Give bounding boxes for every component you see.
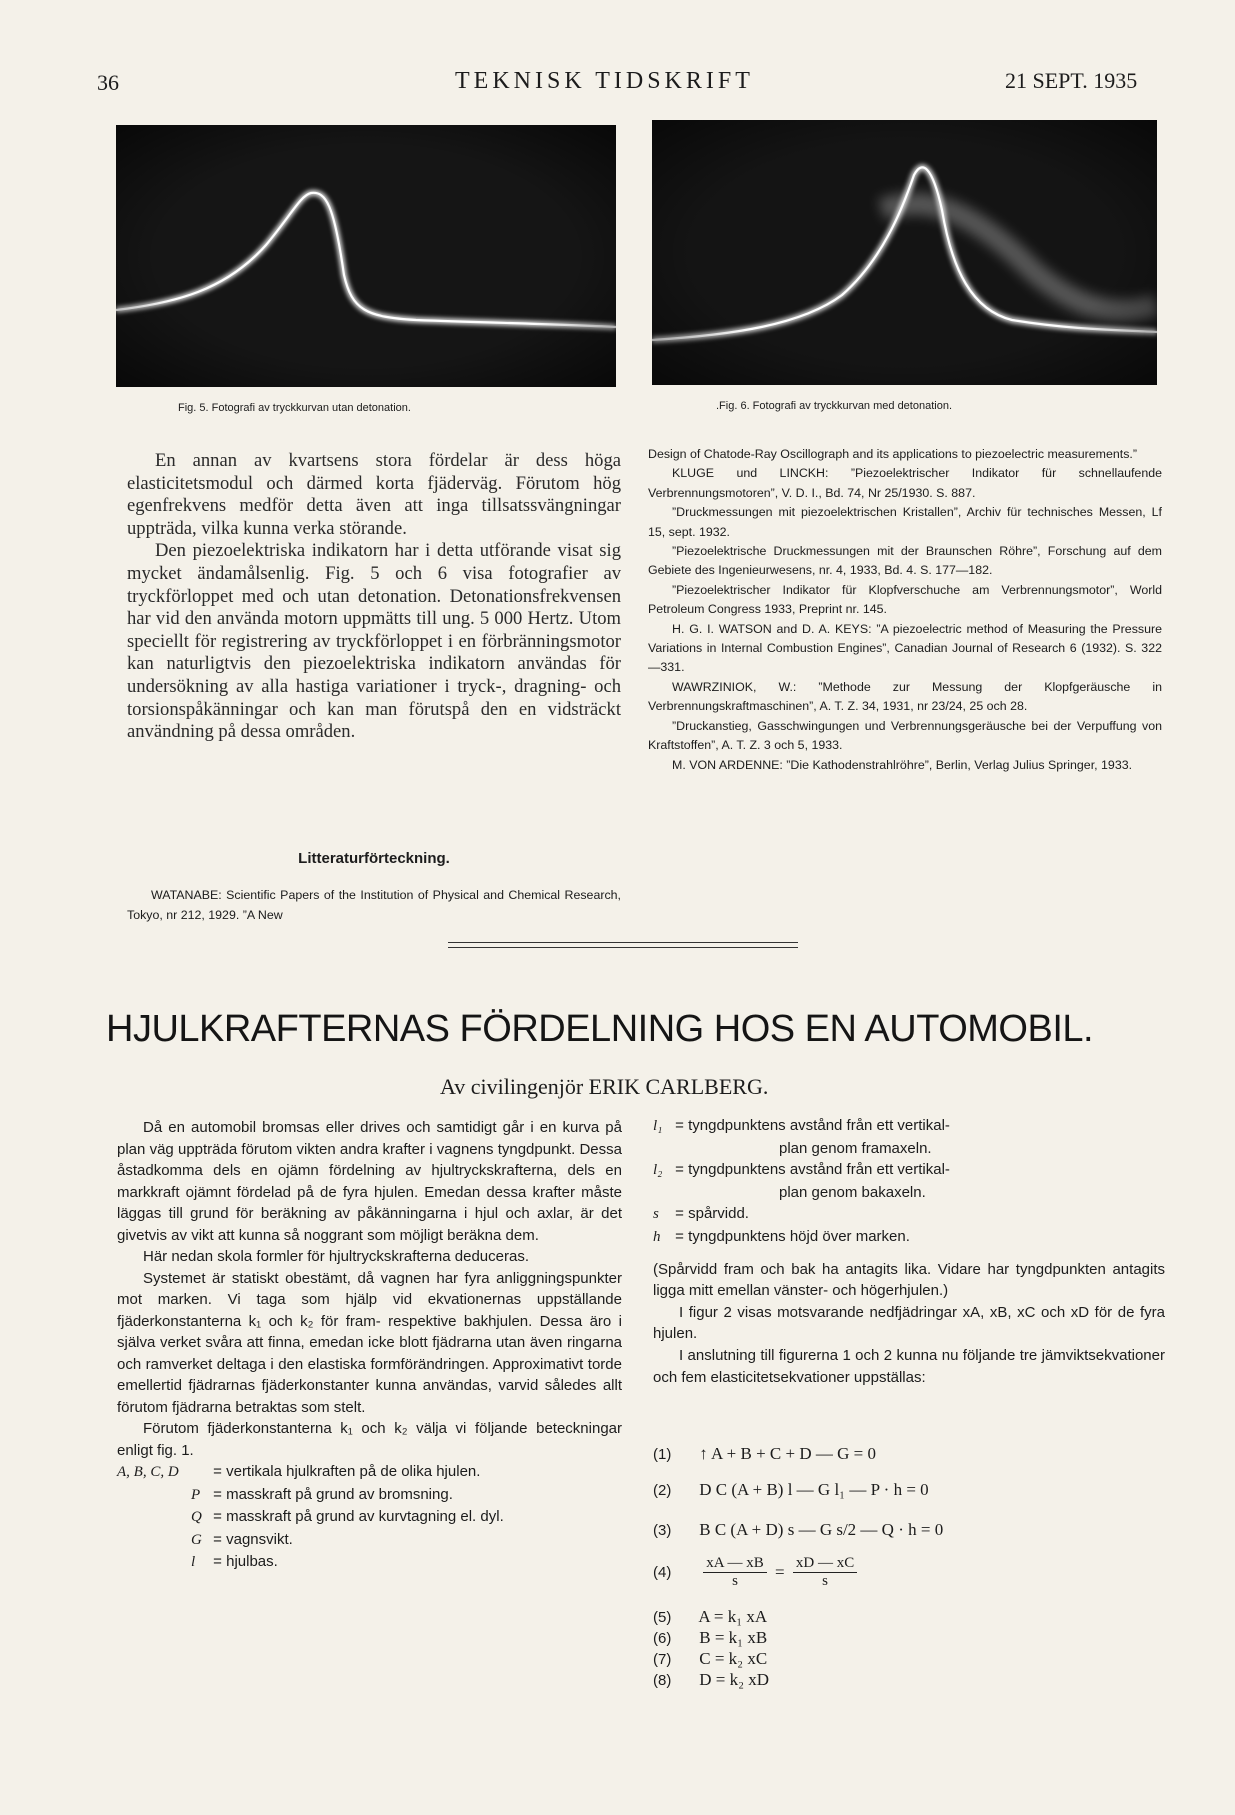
reference-item: ”Piezoelektrischer Indikator für Klopfverschuche am Verbrennungsmotor”, World Petroleum Congress 1933, Preprint nr. 145. bbox=[648, 582, 1162, 617]
notation-item bbox=[653, 1115, 1165, 1138]
fraction-numerator: xA — xB bbox=[703, 1555, 767, 1573]
paragraph: I figur 2 visas motsvarande nedfjädringar xA, xB, xC och xD för de fyra hjulen. bbox=[653, 1303, 1165, 1343]
reference-item: WATANABE: Scientific Papers of the Institution of Physical and Chemical Research, Tokyo, nr 212, 1929. ”A New bbox=[127, 888, 621, 922]
notation-symbol: G bbox=[191, 1531, 202, 1548]
notation-text: = hjulbas. bbox=[213, 1553, 278, 1570]
equation-number: (4) bbox=[653, 1564, 672, 1581]
notation-symbol: l bbox=[191, 1554, 196, 1570]
notation-symbol: l₁ bbox=[653, 1118, 663, 1134]
article-left-column bbox=[117, 1117, 622, 1574]
references-right bbox=[648, 445, 1162, 775]
paragraph: Förutom fjäderkonstanterna k₁ och k₂ välja vi följande beteckningar enligt fig. 1. bbox=[117, 1420, 622, 1459]
figure-6-photo bbox=[652, 120, 1157, 385]
notation-item bbox=[117, 1484, 622, 1507]
equation-expression: A = k₁ xA bbox=[698, 1607, 768, 1626]
notation-text: = spårvidd. bbox=[675, 1205, 749, 1223]
notation-item bbox=[117, 1461, 622, 1484]
equation-number: (2) bbox=[653, 1482, 672, 1499]
equation-number: (7) bbox=[653, 1651, 672, 1668]
notation-continuation: plan genom bakaxeln. bbox=[779, 1183, 926, 1201]
fraction-numerator: xD — xC bbox=[793, 1555, 857, 1573]
reference-item: ”Piezoelektrische Druckmessungen mit der Braunschen Röhre”, Forschung auf dem Gebiete des Ingenieurwesens, nr. 4, 1933, Bd. 4. S. 177—182. bbox=[648, 544, 1162, 578]
upper-body-text bbox=[127, 450, 621, 744]
notation-symbol: l₂ bbox=[653, 1162, 663, 1179]
notation-item bbox=[117, 1506, 622, 1529]
issue-date: 21 SEPT. 1935 bbox=[1005, 68, 1138, 93]
notation-text: = masskraft på grund av kurvtagning el. dyl. bbox=[213, 1508, 504, 1525]
equation-6 bbox=[653, 1628, 767, 1648]
reference-item: WAWRZINIOK, W.: ”Methode zur Messung der Klopfgeräusche in Verbrennungskraftmaschinen”, A. T. Z. 34, 1931, nr 23/24, 25 och 28. bbox=[648, 679, 1162, 714]
equation-1 bbox=[653, 1444, 876, 1464]
references-left bbox=[127, 885, 621, 925]
notation-text: = masskraft på grund av bromsning. bbox=[213, 1485, 453, 1503]
equals-sign: = bbox=[775, 1562, 785, 1582]
notation-item bbox=[117, 1551, 622, 1574]
notation-item bbox=[653, 1159, 1165, 1182]
notation-symbol: A, B, C, D bbox=[117, 1464, 179, 1480]
paragraph: Här nedan skola formler för hjultryckskrafterna deduceras. bbox=[143, 1248, 530, 1265]
notation-list bbox=[117, 1461, 622, 1574]
article-title: HJULKRAFTERNAS FÖRDELNING HOS EN AUTOMOBIL. bbox=[106, 1008, 1094, 1050]
paragraph: I anslutning till figurerna 1 och 2 kunna nu följande tre jämviktsekvationer och fem elasticitetsekvationer uppställas: bbox=[653, 1346, 1165, 1386]
notation-symbol: P bbox=[191, 1486, 201, 1503]
equation-4 bbox=[653, 1555, 861, 1590]
equation-expression: C = k₂ xC bbox=[699, 1649, 768, 1668]
equation-expression: D = k₂ xD bbox=[699, 1670, 770, 1689]
fraction-denominator: s bbox=[732, 1573, 738, 1589]
notation-symbol: Q bbox=[191, 1509, 202, 1525]
equation-number: (3) bbox=[653, 1522, 672, 1539]
notation-item bbox=[653, 1226, 1165, 1249]
equation-number: (5) bbox=[653, 1609, 672, 1626]
paragraph: Den piezoelektriska indikatorn har i detta utförande visat sig mycket ändamålsenlig. Fig. 5 och 6 visa fotografier av tryckförloppet med och utan detonation. Detonationsfrekvensen har vid den använda motorn uppmätts till ung. 5 000 Hertz. Utom speciellt för registrering av tryckförloppet i en förbränningsmotor kan naturligtvis den piezoelektriska indikatorn användas för undersökning av alla hastiga variationer i tryck-, dragning- och torsionspåkänningar och kan man förutspå den en vidsträckt användning på dessa områden. bbox=[127, 540, 621, 743]
article-right-column bbox=[653, 1115, 1165, 1388]
notation-text: = vagnsvikt. bbox=[213, 1530, 293, 1548]
figure-5-caption: Fig. 5. Fotografi av tryckkurvan utan detonation. bbox=[178, 402, 411, 414]
notation-text: = tyngdpunktens avstånd från ett vertikal- bbox=[675, 1117, 950, 1134]
reference-item: Design of Chatode-Ray Oscillograph and its applications to piezoelectric measurements.” bbox=[648, 447, 1137, 461]
literature-heading: Litteraturförteckning. bbox=[298, 850, 450, 867]
paragraph: (Spårvidd fram och bak ha antagits lika. Vidare har tyngdpunkten antagits ligga mitt emellan vänster- och högerhjulen.) bbox=[653, 1260, 1165, 1300]
fraction bbox=[793, 1555, 857, 1590]
notation-item bbox=[653, 1203, 1165, 1226]
section-divider bbox=[448, 942, 798, 943]
notation-text: = tyngdpunktens höjd över marken. bbox=[675, 1227, 910, 1245]
figure-6-caption: .Fig. 6. Fotografi av tryckkurvan med detonation. bbox=[716, 400, 953, 412]
reference-item: H. G. I. WATSON and D. A. KEYS: ”A piezoelectric method of Measuring the Pressure Variations in Internal Combustion Engines”, Canadian Journal of Research 6 (1932). S. 322 —331. bbox=[648, 621, 1162, 675]
notation-symbol: h bbox=[653, 1228, 661, 1245]
notation-item bbox=[117, 1529, 622, 1552]
equation-expression: D C (A + B) l — G l₁ — P · h = 0 bbox=[699, 1480, 929, 1499]
fraction-denominator: s bbox=[822, 1573, 828, 1589]
equation-7 bbox=[653, 1649, 767, 1669]
equation-number: (6) bbox=[653, 1630, 672, 1647]
journal-title: TEKNISK TIDSKRIFT bbox=[455, 68, 754, 94]
notation-text: = tyngdpunktens avstånd från ett vertikal- bbox=[675, 1161, 950, 1179]
notation-text: = vertikala hjulkraften på de olika hjulen. bbox=[213, 1463, 481, 1480]
equation-5 bbox=[653, 1607, 767, 1627]
page-number: 36 bbox=[97, 70, 119, 95]
fraction bbox=[703, 1555, 767, 1590]
notation-continuation: plan genom framaxeln. bbox=[779, 1139, 932, 1157]
equation-number: (1) bbox=[653, 1446, 672, 1463]
paragraph: Då en automobil bromsas eller drives och samtidigt går i en kurva på plan väg uppträda förutom vikten andra krafter i vagnens tyngdpunkt. Dessa åstadkomma dels en ojämn fördelning av hjultryckskrafterna, dels en markkraft ojämnt fördelad på de fyra hjulen. Emedan dessa krafter måste läggas till grund för beräkning av påkänningarna i hjul och axlar, är det givetvis av vikt att kunna så noggrant som möjligt beräkna dem. bbox=[117, 1119, 622, 1244]
reference-item: ”Druckanstieg, Gasschwingungen und Verbrennungsgeräusche bei der Verpuffung von Kraftstoffen”, A. T. Z. 3 och 5, 1933. bbox=[648, 718, 1162, 753]
figure-5-photo bbox=[116, 125, 616, 387]
reference-item: ”Druckmessungen mit piezoelektrischen Kristallen”, Archiv für technisches Messen, Lf 15, sept. 1932. bbox=[648, 505, 1162, 539]
equation-number: (8) bbox=[653, 1672, 672, 1689]
equation-expression: B C (A + D) s — G s/2 — Q · h = 0 bbox=[699, 1520, 944, 1539]
notation-symbol: s bbox=[653, 1206, 659, 1223]
reference-item: M. VON ARDENNE: ”Die Kathodenstrahlröhre”, Berlin, Verlag Julius Springer, 1933. bbox=[672, 757, 1133, 772]
equation-expression: B = k₁ xB bbox=[699, 1628, 768, 1647]
reference-item: KLUGE und LINCKH: ”Piezoelektrischer Indikator für schnellaufende Verbrennungsmotoren”, V. D. I., Bd. 74, Nr 25/1930. S. 887. bbox=[648, 466, 1162, 500]
paragraph: En annan av kvartsens stora fördelar är dess höga elasticitetsmodul och därmed korta fjäderväg. Förutom hög egenfrekvens medför detta även att inga tillsatssvängningar uppträda, vilka kunna verka störande. bbox=[127, 450, 621, 539]
equation-3 bbox=[653, 1520, 943, 1540]
paragraph: Systemet är statiskt obestämt, då vagnen har fyra anliggningspunkter mot marken. Vi taga som hjälp vid ekvationernas uppställande fjäderkonstanterna k₁ och k₂ för fram- respektive bakhjulen. Dessa äro i själva verket svåra att finna, emedan icke blott fjädrarna utan även ringarna och ramverket deltaga i den elastiska formförändringen. Approximativt torde emellertid fjädrarnas fjäderkonstanter kunna användas, varvid således allt förutom fjädrarna betraktas som stelt. bbox=[117, 1269, 622, 1416]
equation-8 bbox=[653, 1670, 769, 1690]
equation-expression: ↑ A + B + C + D — G = 0 bbox=[699, 1444, 876, 1463]
section-divider bbox=[448, 947, 798, 948]
equation-2 bbox=[653, 1480, 929, 1500]
article-byline: Av civilingenjör ERIK CARLBERG. bbox=[440, 1074, 769, 1099]
